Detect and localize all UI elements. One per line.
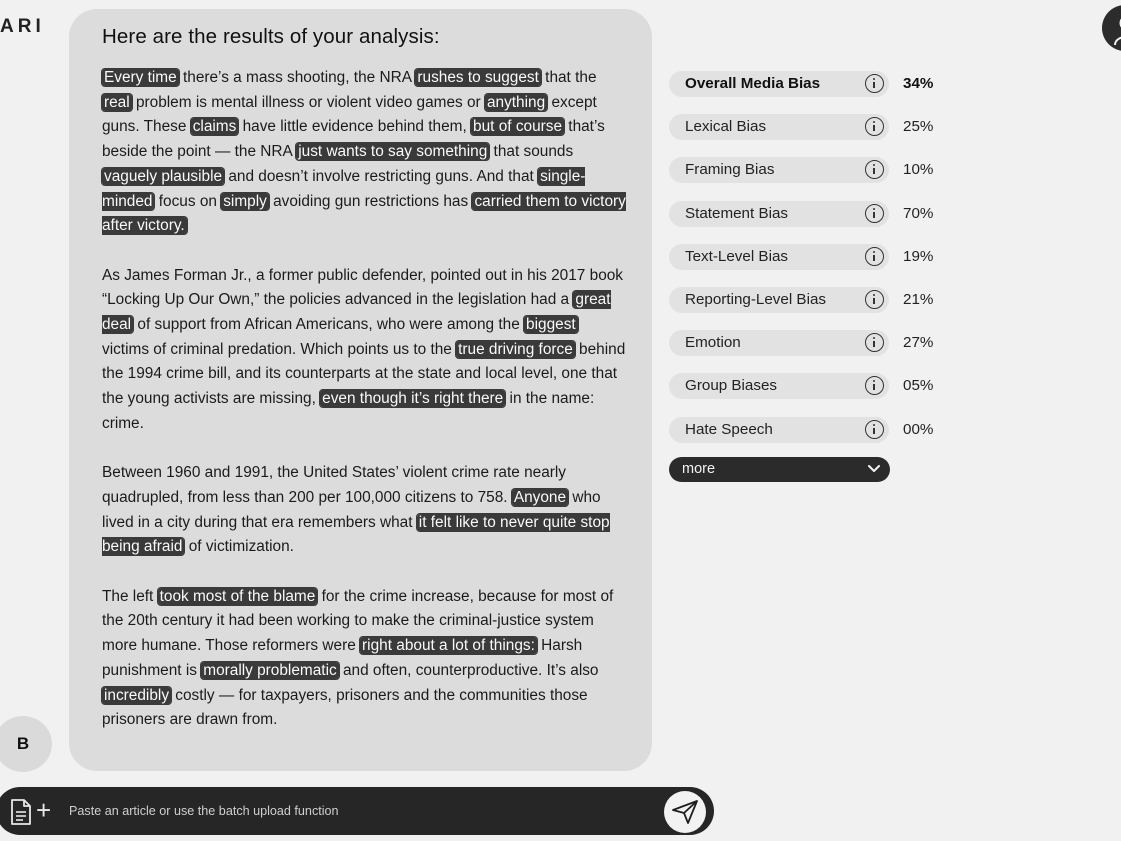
analysis-results-card	[69, 9, 652, 771]
bias-highlight[interactable]: anything	[486, 93, 546, 111]
chevron-down-icon	[868, 465, 880, 473]
bias-metric-label: Emotion	[685, 334, 741, 352]
article-text: Harsh punishment is	[102, 637, 583, 679]
bias-metric-row	[669, 71, 934, 97]
bias-highlight[interactable]: incredibly	[104, 686, 170, 704]
user-avatar[interactable]: B	[0, 716, 52, 772]
article-text: behind the 1994 crime bill, and its counterparts at the state and local level, one that the young activists are missing,	[102, 340, 626, 408]
article-text: that’s beside the point — the NRA	[102, 118, 605, 161]
article-input[interactable]	[69, 801, 649, 821]
bias-highlight[interactable]: took most of the blame	[159, 587, 316, 605]
article-text: and doesn’t involve restricting guns. And that	[224, 167, 539, 185]
article-text: costly — for taxpayers, prisoners and the communities those prisoners are drawn from.	[102, 686, 588, 729]
bias-highlight[interactable]: single-minded	[102, 167, 586, 210]
bias-highlight[interactable]: claims	[192, 118, 237, 136]
bias-highlight[interactable]: just wants to say something	[298, 143, 488, 161]
document-upload-icon[interactable]	[10, 799, 32, 830]
info-icon[interactable]	[865, 74, 884, 93]
bias-metric-value: 19%	[903, 247, 934, 265]
bias-metric-label: Statement Bias	[685, 204, 788, 222]
article-text: As James Forman Jr., a former public defender, pointed out in his 2017 book “Locking Up Our Own,” the policies advanced in the legislation had a	[102, 266, 624, 309]
bias-metric-label: Lexical Bias	[685, 118, 767, 136]
bias-metric-value: 27%	[903, 334, 934, 352]
bias-highlight[interactable]: even though it’s right there	[322, 390, 504, 408]
article-text: of victimization.	[184, 538, 294, 556]
bias-metric-row	[669, 373, 934, 399]
more-label: more	[682, 461, 716, 477]
bias-metric-value: 34%	[903, 75, 934, 92]
article-text: that the	[540, 69, 597, 86]
article-text: avoiding gun restrictions has	[268, 192, 473, 210]
bias-highlight[interactable]: real	[104, 93, 130, 111]
article-text: there’s a mass shooting, the NRA	[178, 69, 416, 86]
article-text: The left	[102, 587, 158, 605]
info-icon[interactable]	[865, 376, 884, 395]
info-icon[interactable]	[865, 160, 884, 179]
bias-highlight[interactable]: biggest	[526, 316, 576, 334]
composer-bar	[0, 787, 714, 835]
bias-highlight[interactable]: right about a lot of things:	[362, 637, 535, 655]
bias-highlight[interactable]: simply	[223, 192, 267, 210]
article-text: of support from African Americans, who were among the	[133, 316, 525, 334]
bias-metric-row	[669, 157, 934, 183]
bias-metric-value: 05%	[903, 377, 934, 395]
bias-metric-value: 70%	[903, 204, 934, 222]
bias-metric-label: Text-Level Bias	[685, 247, 788, 265]
bias-metric-label: Overall Media Bias	[685, 75, 821, 92]
app-logo: ARI	[0, 16, 45, 37]
info-icon[interactable]	[865, 247, 884, 266]
user-icon	[1112, 14, 1121, 46]
bias-metrics-panel	[669, 71, 934, 460]
bias-highlight[interactable]: it felt like to never quite stop being afraid	[102, 513, 610, 556]
article-text: Between 1960 and 1991, the United States’ violent crime rate nearly quadrupled, from less than 200 per 100,000 citizens to 758.	[102, 464, 566, 506]
bias-metric-value: 25%	[903, 118, 934, 136]
article-text: except guns. These	[102, 93, 597, 136]
article-text: in the name: crime.	[102, 390, 595, 432]
bias-highlight[interactable]: rushes to suggest	[417, 69, 539, 86]
article-paragraph	[102, 461, 626, 560]
info-icon[interactable]	[865, 204, 884, 223]
article-text: and often, counterproductive. It’s also	[338, 661, 599, 679]
info-icon[interactable]	[865, 420, 884, 439]
send-button[interactable]	[664, 791, 706, 833]
analyzed-article-text	[102, 66, 626, 733]
more-metrics-dropdown[interactable]	[669, 457, 890, 482]
article-text: that sounds	[489, 143, 574, 161]
bias-highlight[interactable]: morally problematic	[203, 661, 337, 679]
bias-highlight[interactable]: true driving force	[458, 340, 573, 358]
bias-metric-row	[669, 201, 934, 227]
send-icon	[671, 799, 699, 825]
bias-metric-value: 00%	[903, 420, 934, 438]
add-icon[interactable]: +	[36, 795, 52, 825]
bias-highlight[interactable]: great deal	[102, 291, 611, 334]
bias-highlight[interactable]: vaguely plausible	[104, 167, 223, 185]
bias-highlight[interactable]: Every time	[104, 69, 177, 86]
bias-highlight[interactable]: but of course	[473, 118, 563, 136]
bias-highlight[interactable]: carried them to victory after victory.	[102, 192, 626, 235]
bias-metric-value: 10%	[903, 161, 934, 179]
info-icon[interactable]	[865, 333, 884, 352]
article-text: victims of criminal predation. Which points us to the	[102, 340, 457, 358]
info-icon[interactable]	[865, 117, 884, 136]
bias-metric-label: Hate Speech	[685, 420, 773, 438]
article-paragraph	[102, 66, 626, 239]
bias-highlight[interactable]: Anyone	[513, 488, 567, 506]
bias-metric-label: Framing Bias	[685, 161, 775, 179]
article-text: problem is mental illness or violent video games or	[131, 93, 485, 111]
article-paragraph	[102, 264, 626, 437]
bias-metric-row	[669, 114, 934, 140]
article-text: have little evidence behind them,	[238, 118, 472, 136]
bias-metric-row	[669, 287, 934, 313]
article-text: who lived in a city during that era remembers what	[102, 488, 601, 531]
bias-metric-row	[669, 417, 934, 443]
profile-avatar-button[interactable]	[1102, 5, 1121, 51]
bias-metric-row	[669, 330, 934, 356]
article-text: focus on	[154, 192, 222, 210]
article-paragraph	[102, 585, 626, 733]
bias-metric-label: Reporting-Level Bias	[685, 290, 826, 308]
bias-metric-label: Group Biases	[685, 377, 778, 395]
info-icon[interactable]	[865, 290, 884, 309]
bias-metric-value: 21%	[903, 290, 934, 308]
results-title: Here are the results of your analysis:	[102, 25, 440, 48]
article-text: for the crime increase, because for most of the 20th century it had been working to make the criminal-justice system more humane. Those reformers were	[102, 587, 614, 655]
bias-metric-row	[669, 244, 934, 270]
